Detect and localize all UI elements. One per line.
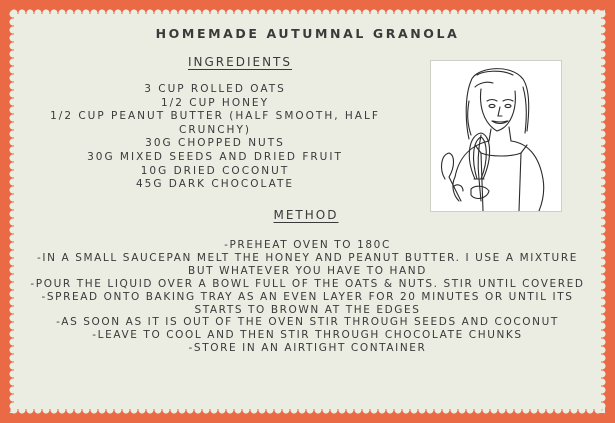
ingredients-heading: INGREDIENTS xyxy=(187,55,293,69)
method-step: STARTS TO BROWN AT THE EDGES xyxy=(194,303,421,316)
method-step: -PREHEAT OVEN TO 180C xyxy=(224,239,391,251)
ingredient-item: 3 CUP ROLLED OATS xyxy=(144,83,286,95)
scalloped-edge-right xyxy=(598,10,606,413)
scalloped-edge-bottom xyxy=(10,406,605,414)
ingredients-list xyxy=(50,83,380,192)
ingredient-item: 1/2 CUP HONEY xyxy=(161,96,269,109)
ingredient-item: 1/2 CUP PEANUT BUTTER (HALF SMOOTH, HALF xyxy=(50,110,380,123)
method-step: -LEAVE TO COOL AND THEN STIR THROUGH CHOCOLATE CHUNKS xyxy=(92,329,523,342)
method-steps xyxy=(26,239,589,355)
method-step: -IN A SMALL SAUCEPAN MELT THE HONEY AND PEANUT BUTTER. I USE A MIXTURE xyxy=(37,251,578,264)
method-heading: METHOD xyxy=(273,208,339,222)
ingredient-item: 30G MIXED SEEDS AND DRIED FRUIT xyxy=(87,150,343,163)
method-step: BUT WHATEVER YOU HAVE TO HAND xyxy=(188,264,427,277)
scalloped-edge-left xyxy=(9,10,17,413)
ingredient-item: 45G DARK CHOCOLATE xyxy=(135,178,295,191)
ingredient-item: 10G DRIED COCONUT xyxy=(140,164,290,177)
ingredient-item: CRUNCHY) xyxy=(179,123,251,136)
chef-illustration xyxy=(430,60,562,212)
recipe-title: HOMEMADE AUTUMNAL GRANOLA xyxy=(155,26,460,41)
method-step: -SPREAD ONTO BAKING TRAY AS AN EVEN LAYER FOR 20 MINUTES OR UNTIL ITS xyxy=(41,290,574,303)
ingredient-item: 30G CHOPPED NUTS xyxy=(145,137,285,150)
scalloped-edge-top xyxy=(10,9,605,17)
method-step: -STORE IN AN AIRTIGHT CONTAINER xyxy=(188,342,427,355)
method-step: -AS SOON AS IT IS OUT OF THE OVEN STIR THROUGH SEEDS AND COCONUT xyxy=(56,316,559,329)
method-step: -POUR THE LIQUID OVER A BOWL FULL OF THE OATS & NUTS. STIR UNTIL COVERED xyxy=(30,277,585,290)
woman-whisk-sketch-icon xyxy=(431,61,561,211)
